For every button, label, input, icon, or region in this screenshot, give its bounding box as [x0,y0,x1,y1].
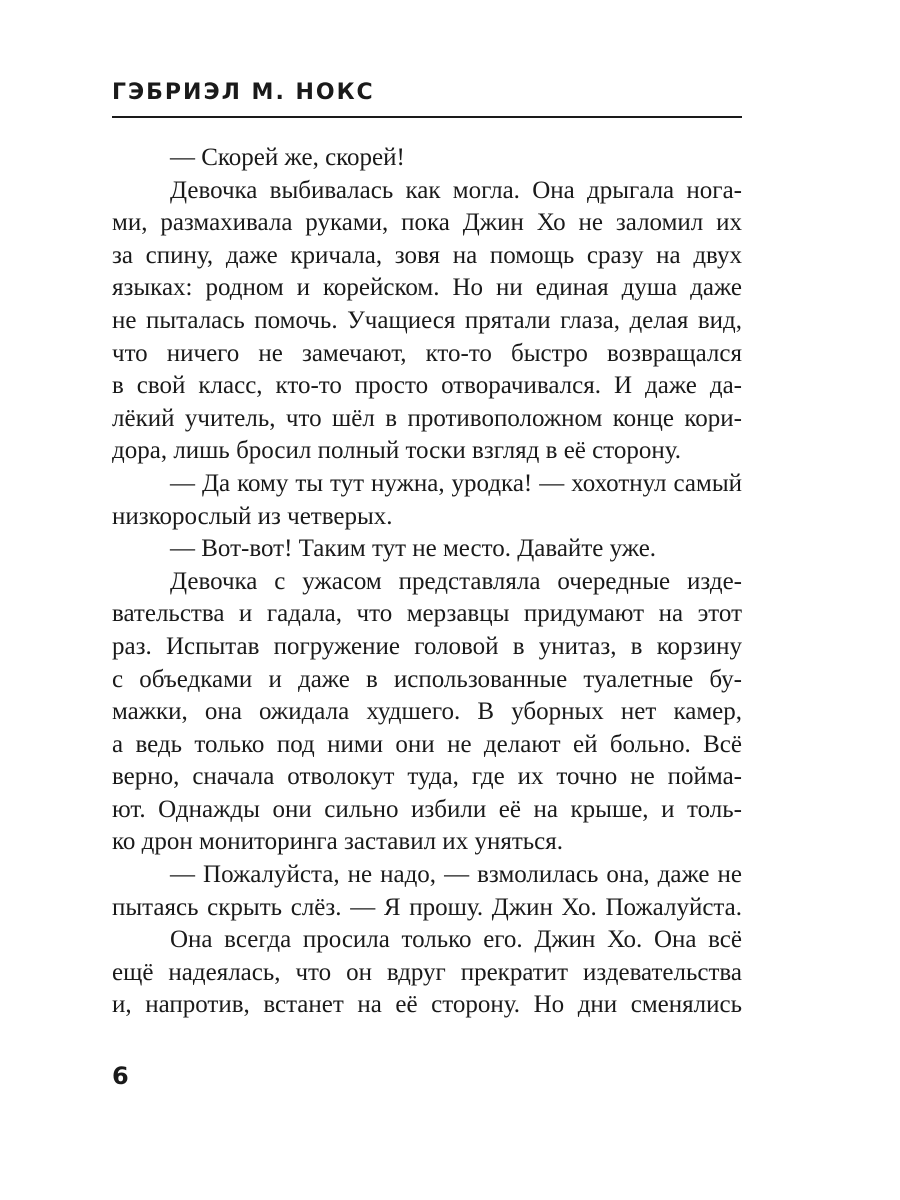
text-line: лёкий учитель, что шёл в противоположном конце кори- [112,404,742,432]
text-line: языках: родном и корейском. Но ни единая душа даже [112,274,742,302]
text-line: вательства и гадала, что мерзавцы придумают на этот [112,600,742,628]
text-line: верно, сначала отволокут туда, где их точно не пойма- [112,763,742,791]
text-line: — Вот-вот! Таким тут не место. Давайте уже. [170,535,657,563]
text-line: мажки, она ожидала худшего. В уборных нет камер, [112,698,742,726]
text-line: за спину, даже кричала, зовя на помощь сразу на двух [112,241,742,269]
text-line: — Скорей же, скорей! [170,144,405,171]
text-line: Она всегда просила только его. Джин Хо. Она всё [170,926,742,954]
text-line: ми, размахивала руками, пока Джин Хо не заломил их [112,209,742,237]
text-line: не пыталась помочь. Учащиеся прятали глаза, делая вид, [112,306,742,334]
text-line: ко дрон мониторинга заставил их уняться. [112,828,563,856]
text-line: — Пожалуйста, не надо, — взмолилась она, даже не [170,861,742,889]
text-line: в свой класс, кто-то просто отворачивался. И даже да- [112,372,742,400]
text-line: ют. Однажды они сильно избили её на крыше, и толь- [112,795,742,823]
text-line: пытаясь скрыть слёз. — Я прошу. Джин Хо. Пожалуйста. [112,893,742,921]
text-line: Девочка с ужасом представляла очередные изде- [170,567,742,595]
page-number: 6 [112,1062,129,1090]
text-line: с объедками и даже в использованные туалетные бу- [112,665,742,693]
text-line: что ничего не замечают, кто-то быстро возвращался [112,339,742,367]
body-text [112,142,742,1022]
text-line: дора, лишь бросил полный тоски взгляд в её сторону. [112,437,681,465]
text-line: а ведь только под ними они не делают ей больно. Всё [112,730,742,758]
header-rule [112,116,742,118]
text-line: низкорослый из четверых. [112,502,393,530]
text-line: раз. Испытав погружение головой в унитаз, в корзину [112,632,742,660]
text-line: — Да кому ты тут нужна, уродка! — хохотнул самый [170,469,742,497]
running-head-author: ГЭБРИЭЛ М. НОКС [112,80,375,105]
text-line: и, напротив, встанет на её сторону. Но дни сменялись [112,991,742,1019]
text-line: Девочка выбивалась как могла. Она дрыгала нога- [170,176,742,204]
text-line: ещё надеялась, что он вдруг прекратит издевательства [112,958,742,986]
